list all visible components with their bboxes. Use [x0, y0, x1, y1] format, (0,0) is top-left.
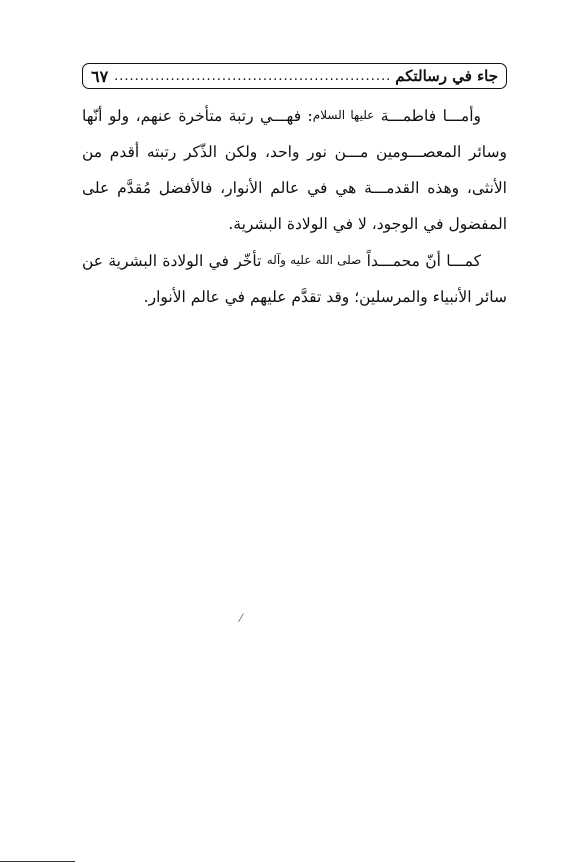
- paragraph-text: : فهـــي رتبة متأخرة عنهم، ولو أنّها وسائر المعصـــومين مـــن نور واحد، ولكن الذّكر رتبته أقدم من الأنثى، وهذه القدمـــة هي في عالم الأنوار، فالأفضل مُقدَّم على المفضول في الوجود، لا في الولادة البشرية.: [82, 107, 507, 233]
- running-header: [82, 63, 507, 89]
- paragraph-muhammad: [82, 242, 507, 315]
- header-title: جاء في رسالتكم: [395, 67, 498, 85]
- honorific-ligature: صلى الله عليه وآله: [266, 253, 362, 267]
- page-number: ٦٧: [91, 66, 109, 86]
- honorific-ligature: عليها السلام: [312, 108, 375, 122]
- paragraph-text: وأمـــا فاطمـــة: [374, 107, 482, 125]
- paragraph-text: تأخّر في الولادة البشرية عن سائر الأنبياء والمرسلين؛ وقد تقدَّم عليهم في عالم الأنوار.: [82, 252, 507, 306]
- paragraph-text: كمـــا أنّ محمـــداً: [361, 252, 481, 270]
- paragraph-fatima: [82, 97, 507, 242]
- body-text: [82, 97, 507, 315]
- stray-pen-mark: ⁄: [240, 612, 242, 625]
- bottom-edge-rule: [0, 861, 75, 862]
- header-leader-dots: ......................................................: [114, 69, 392, 83]
